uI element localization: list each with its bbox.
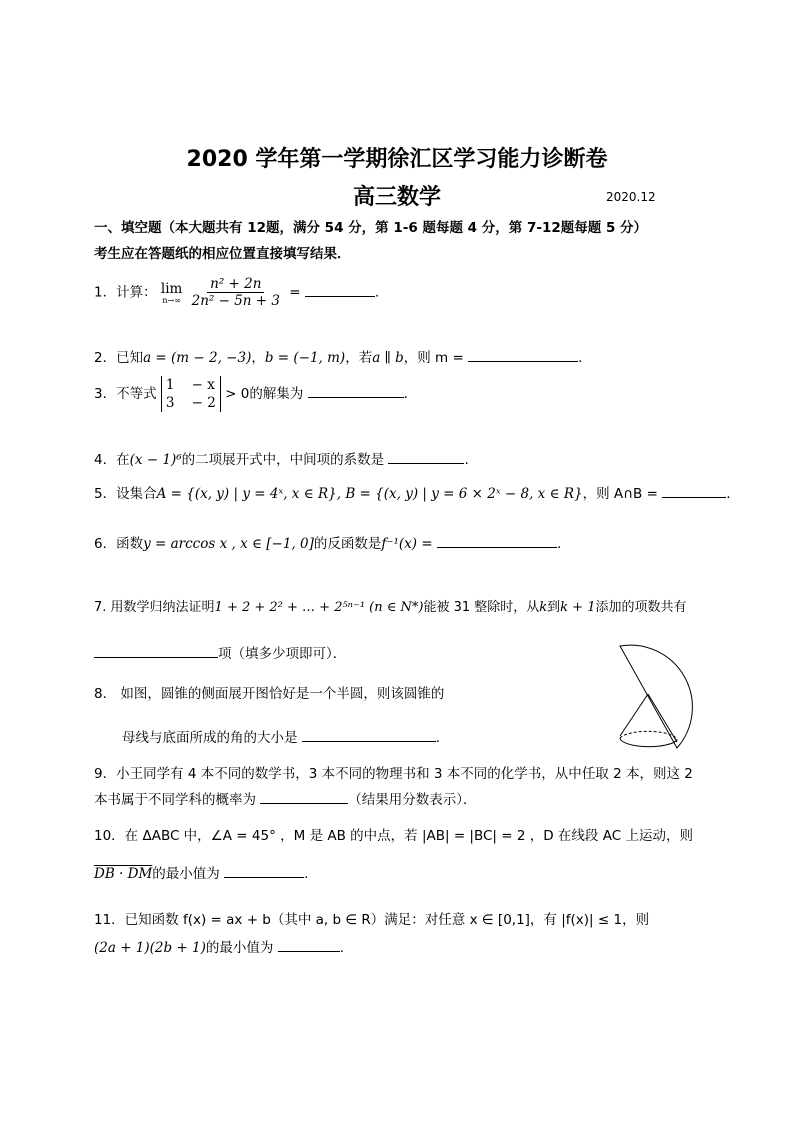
question-6: [94, 532, 561, 552]
q4-suffix: 的二项展开式中，中间项的系数是: [181, 452, 385, 468]
q7-prefix: 7. 用数学归纳法证明: [94, 600, 215, 615]
q7-mid: 能被 31 整除时，从: [423, 600, 540, 615]
q7-k: k: [539, 600, 548, 615]
question-7-line2: [94, 642, 346, 662]
q1-lim-sub: n→∞: [162, 295, 181, 305]
q3-answer-blank[interactable]: [308, 385, 404, 398]
q1-denominator: 2n² − 5n + 3: [191, 293, 280, 309]
q7-suffix: 添加的项数共有: [595, 600, 687, 615]
cone-right-edge: [648, 694, 677, 742]
q9-line2-prefix: 本书属于不同学科的概率为: [94, 792, 256, 808]
q8-answer-blank[interactable]: [302, 729, 436, 742]
q2-ask: ，则 m =: [403, 350, 464, 366]
section-heading: 一、填空题（本大题共有 12题，满分 54 分，第 1-6 题每题 4 分，第 7-12题每题 5 分）: [94, 220, 648, 236]
q10-line2-suffix: 的最小值为: [152, 866, 220, 882]
subject-title: 高三数学: [352, 185, 441, 210]
q2-vector-b: b = (−1, m): [264, 350, 346, 366]
exam-title: 2020 学年第一学期徐汇区学习能力诊断卷: [186, 147, 608, 172]
q3-end: .: [403, 386, 408, 402]
q1-lim: lim: [160, 280, 183, 297]
exam-date: 2020.12: [606, 190, 656, 204]
q4-answer-blank[interactable]: [388, 451, 464, 464]
q4-prefix: 4．在: [94, 452, 130, 468]
q3-determinant: [161, 376, 221, 412]
cone-base-front: [620, 738, 677, 747]
q1-prefix: 1．计算：: [94, 284, 157, 301]
section-instruction: 考生应在答题纸的相应位置直接填写结果．: [94, 246, 351, 262]
q6-end: .: [556, 536, 562, 552]
question-4: [94, 448, 469, 468]
q7-line2: 项（填多少项即可）．: [218, 646, 347, 662]
q11-answer-blank[interactable]: [278, 939, 340, 952]
q2-cond-prefix: ，若: [345, 350, 373, 366]
q3-suffix: > 0的解集为: [225, 386, 304, 402]
q8-end: .: [435, 730, 441, 746]
question-11-line2: [94, 936, 344, 956]
q5-answer-blank[interactable]: [662, 485, 726, 498]
q1-fraction: [189, 276, 283, 309]
q11-line2-suffix: 的最小值为: [205, 940, 274, 956]
q4-expr: (x − 1)⁶: [129, 452, 182, 468]
q6-func: y = arccos x , x ∈ [−1, 0]: [143, 536, 314, 552]
q5-prefix: 5．设集合: [94, 486, 157, 502]
q2-end: .: [578, 350, 583, 366]
q6-suffix: 的反函数是: [313, 536, 382, 552]
question-8-line2: [122, 726, 440, 746]
q3-prefix: 3．不等式: [94, 386, 157, 402]
cone-figure: [608, 630, 728, 760]
q2-vector-a: a = (m − 2, −3): [143, 350, 252, 366]
question-7: [94, 596, 686, 615]
question-11: 11．已知函数 f(x) = ax + b（其中 a, b ∈ R）满足：对任意 x ∈ [0,1]，有 |f(x)| ≤ 1，则: [94, 912, 650, 928]
q5-ask: ，则 A∩B =: [582, 486, 658, 502]
q1-end: .: [374, 284, 380, 301]
q11-end: .: [339, 940, 344, 956]
q9-answer-blank[interactable]: [260, 791, 348, 804]
question-5: [94, 482, 731, 502]
q8-line2: 母线与底面所成的角的大小是: [122, 730, 298, 746]
question-2: [94, 346, 582, 366]
q10-end: .: [304, 866, 309, 882]
q5-set-b: , B = {(x, y) | y = 6 × 2ˣ − 8, x ∈ R}: [336, 486, 583, 502]
q2-condition: a ∥ b: [372, 350, 404, 366]
q9-line2-suffix: （结果用分数表示）．: [348, 792, 477, 808]
q2-answer-blank[interactable]: [468, 349, 578, 362]
question-10: 10．在 ΔABC 中，∠A = 45° ，M 是 AB 的中点，若 |AB| = |BC| = 2 ，D 在线段 AC 上运动，则: [94, 828, 693, 844]
q2-sep: ，: [251, 350, 265, 366]
q2-prefix: 2．已知: [94, 350, 144, 366]
q10-vector: DB · DM: [94, 866, 153, 882]
q1-limit: [161, 281, 182, 305]
q10-answer-blank[interactable]: [224, 865, 304, 878]
q1-answer-blank[interactable]: [305, 284, 375, 297]
question-10-line2: [94, 862, 308, 882]
q7-k1: k + 1: [560, 600, 596, 615]
q11-expr: (2a + 1)(2b + 1): [94, 940, 206, 956]
q5-end: .: [726, 486, 731, 502]
q6-answer-blank[interactable]: [437, 535, 557, 548]
question-9-line2: [94, 788, 477, 808]
q5-set-a: A = {(x, y) | y = 4ˣ, x ∈ R}: [156, 486, 337, 502]
question-3: [94, 376, 408, 412]
question-1: [94, 276, 379, 309]
question-9: 9．小王同学有 4 本不同的数学书，3 本不同的物理书和 3 本不同的化学书，从中任取 2 本，则这 2: [94, 766, 693, 782]
q7-expr: 1 + 2 + 2² + … + 2⁵ⁿ⁻¹ (n ∈ N*): [214, 600, 424, 615]
q6-inverse: f⁻¹(x) =: [381, 536, 433, 552]
q4-end: .: [464, 452, 469, 468]
q1-numerator: n² + 2n: [207, 276, 264, 293]
q7-mid2: 到: [547, 600, 561, 615]
q3-det-row1: 1 − x: [165, 377, 215, 393]
cone-left-edge: [620, 694, 648, 736]
question-8: 8． 如图，圆锥的侧面展开图恰好是一个半圆，则该圆锥的: [94, 686, 445, 702]
q1-eq: =: [289, 284, 301, 301]
q6-prefix: 6．函数: [94, 536, 144, 552]
q7-answer-blank[interactable]: [94, 645, 218, 658]
q3-det-row2: 3 − 2: [165, 395, 216, 411]
